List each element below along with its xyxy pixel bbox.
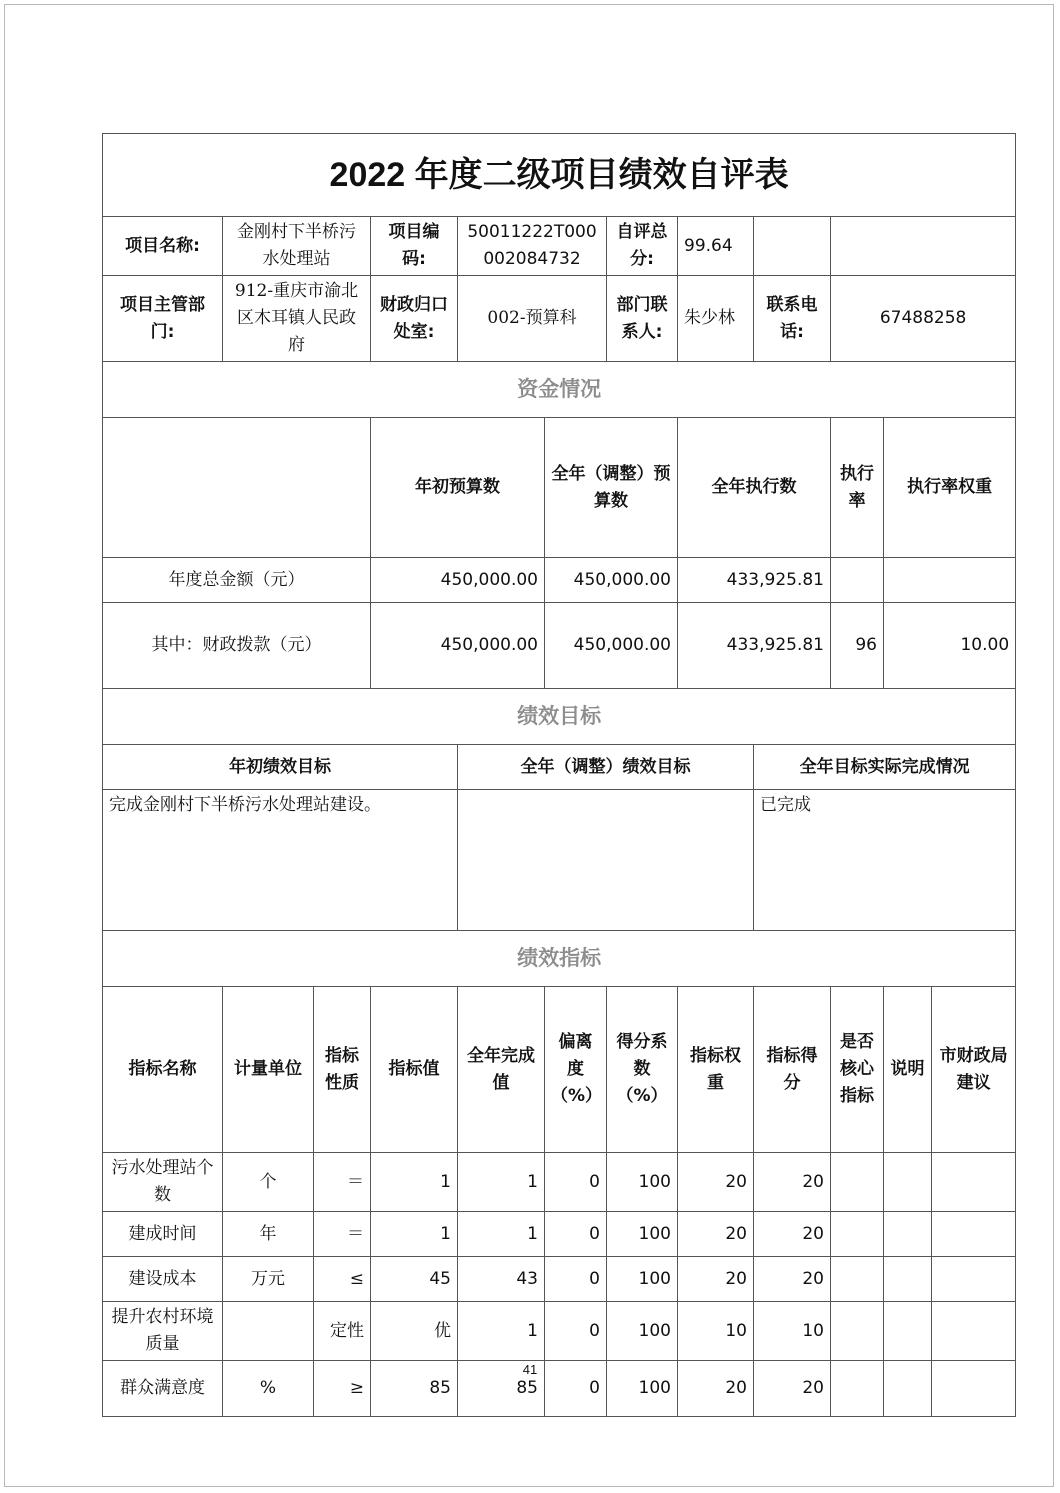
goals-section-title: 绩效目标 — [103, 689, 1016, 745]
ind-nature: ＝ — [314, 1212, 371, 1257]
ind-header-score: 指标得分 — [754, 987, 831, 1153]
ind-coef: 100 — [607, 1361, 678, 1417]
indicator-row — [103, 1212, 1016, 1257]
contact-label: 部门联系人: — [607, 276, 678, 362]
ind-advice — [932, 1302, 1016, 1361]
page-number: 41 — [522, 1362, 538, 1377]
funds-row — [103, 603, 1016, 689]
project-name-label: 项目名称: — [103, 217, 223, 276]
ind-target: 1 — [371, 1153, 458, 1212]
funds-row-label: 年度总金额（元） — [103, 558, 371, 603]
ind-header-core: 是否核心指标 — [831, 987, 884, 1153]
funds-executed: 433,925.81 — [678, 603, 831, 689]
ind-done: 85 — [458, 1361, 545, 1417]
info-blank-cell — [754, 217, 831, 276]
ind-weight: 20 — [678, 1257, 754, 1302]
ind-nature: ≥ — [314, 1361, 371, 1417]
ind-coef: 100 — [607, 1257, 678, 1302]
phone-label: 联系电话: — [754, 276, 831, 362]
ind-target: 45 — [371, 1257, 458, 1302]
ind-weight: 20 — [678, 1153, 754, 1212]
funds-initial: 450,000.00 — [371, 603, 545, 689]
funds-header-executed: 全年执行数 — [678, 418, 831, 558]
funds-weight — [884, 558, 1016, 603]
ind-done: 1 — [458, 1212, 545, 1257]
ind-target: 1 — [371, 1212, 458, 1257]
funds-section-title: 资金情况 — [103, 362, 1016, 418]
ind-header-coef: 得分系数（%） — [607, 987, 678, 1153]
ind-deviation: 0 — [545, 1212, 607, 1257]
ind-core — [831, 1257, 884, 1302]
ind-deviation: 0 — [545, 1361, 607, 1417]
ind-score: 20 — [754, 1212, 831, 1257]
ind-header-name: 指标名称 — [103, 987, 223, 1153]
ind-coef: 100 — [607, 1153, 678, 1212]
ind-unit: 年 — [223, 1212, 314, 1257]
ind-note — [884, 1153, 932, 1212]
ind-advice — [932, 1257, 1016, 1302]
funds-adjusted: 450,000.00 — [545, 558, 678, 603]
indicator-row — [103, 1302, 1016, 1361]
funds-executed: 433,925.81 — [678, 558, 831, 603]
funds-rate — [831, 558, 884, 603]
ind-name: 提升农村环境质量 — [103, 1302, 223, 1361]
ind-nature: ≤ — [314, 1257, 371, 1302]
project-code: 50011222T000002084732 — [458, 217, 607, 276]
ind-advice — [932, 1212, 1016, 1257]
ind-nature: ＝ — [314, 1153, 371, 1212]
finance-office-label: 财政归口处室: — [371, 276, 458, 362]
page-title: 2022 年度二级项目绩效自评表 — [103, 134, 1016, 217]
ind-deviation: 0 — [545, 1302, 607, 1361]
dept-name: 912-重庆市渝北区木耳镇人民政府 — [223, 276, 371, 362]
funds-header-adjusted: 全年（调整）预算数 — [545, 418, 678, 558]
ind-target: 优 — [371, 1302, 458, 1361]
indicator-row — [103, 1257, 1016, 1302]
ind-unit: 个 — [223, 1153, 314, 1212]
ind-deviation: 0 — [545, 1257, 607, 1302]
ind-header-nature: 指标性质 — [314, 987, 371, 1153]
ind-name: 建设成本 — [103, 1257, 223, 1302]
ind-note — [884, 1212, 932, 1257]
goals-header-initial: 年初绩效目标 — [103, 745, 458, 790]
ind-unit: % — [223, 1361, 314, 1417]
phone-number: 67488258 — [831, 276, 1016, 362]
ind-done: 1 — [458, 1302, 545, 1361]
ind-note — [884, 1302, 932, 1361]
ind-name: 群众满意度 — [103, 1361, 223, 1417]
performance-evaluation-table — [102, 133, 1016, 1417]
ind-weight: 20 — [678, 1361, 754, 1417]
dept-label: 项目主管部门: — [103, 276, 223, 362]
funds-row — [103, 558, 1016, 603]
ind-advice — [932, 1153, 1016, 1212]
ind-header-advice: 市财政局建议 — [932, 987, 1016, 1153]
funds-rate: 96 — [831, 603, 884, 689]
ind-weight: 20 — [678, 1212, 754, 1257]
ind-coef: 100 — [607, 1302, 678, 1361]
ind-deviation: 0 — [545, 1153, 607, 1212]
funds-row-label: 其中：财政拨款（元） — [103, 603, 371, 689]
goal-initial: 完成金刚村下半桥污水处理站建设。 — [103, 790, 458, 931]
ind-core — [831, 1302, 884, 1361]
funds-adjusted: 450,000.00 — [545, 603, 678, 689]
ind-score: 20 — [754, 1257, 831, 1302]
goals-header-actual: 全年目标实际完成情况 — [754, 745, 1016, 790]
ind-name: 污水处理站个数 — [103, 1153, 223, 1212]
ind-unit — [223, 1302, 314, 1361]
ind-done: 43 — [458, 1257, 545, 1302]
ind-done: 1 — [458, 1153, 545, 1212]
funds-header-blank — [103, 418, 371, 558]
funds-header-rate: 执行率 — [831, 418, 884, 558]
ind-target: 85 — [371, 1361, 458, 1417]
ind-coef: 100 — [607, 1212, 678, 1257]
ind-header-weight: 指标权重 — [678, 987, 754, 1153]
indicators-section-title: 绩效指标 — [103, 931, 1016, 987]
ind-header-target: 指标值 — [371, 987, 458, 1153]
funds-initial: 450,000.00 — [371, 558, 545, 603]
finance-office: 002-预算科 — [458, 276, 607, 362]
ind-score: 10 — [754, 1302, 831, 1361]
ind-nature: 定性 — [314, 1302, 371, 1361]
goal-adjusted — [458, 790, 754, 931]
ind-header-note: 说明 — [884, 987, 932, 1153]
ind-header-done: 全年完成值 — [458, 987, 545, 1153]
ind-note — [884, 1257, 932, 1302]
ind-unit: 万元 — [223, 1257, 314, 1302]
funds-weight: 10.00 — [884, 603, 1016, 689]
ind-header-deviation: 偏离度（%） — [545, 987, 607, 1153]
contact-name: 朱少林 — [678, 276, 754, 362]
project-code-label: 项目编码: — [371, 217, 458, 276]
ind-score: 20 — [754, 1153, 831, 1212]
project-name: 金刚村下半桥污水处理站 — [223, 217, 371, 276]
ind-name: 建成时间 — [103, 1212, 223, 1257]
ind-weight: 10 — [678, 1302, 754, 1361]
self-score-label: 自评总分: — [607, 217, 678, 276]
self-score: 99.64 — [678, 217, 754, 276]
indicator-row — [103, 1153, 1016, 1212]
goal-actual: 已完成 — [754, 790, 1016, 931]
ind-score: 20 — [754, 1361, 831, 1417]
goals-header-adjusted: 全年（调整）绩效目标 — [458, 745, 754, 790]
ind-core — [831, 1212, 884, 1257]
ind-core — [831, 1153, 884, 1212]
funds-header-initial: 年初预算数 — [371, 418, 545, 558]
ind-header-unit: 计量单位 — [223, 987, 314, 1153]
info-blank-cell — [831, 217, 1016, 276]
funds-header-weight: 执行率权重 — [884, 418, 1016, 558]
